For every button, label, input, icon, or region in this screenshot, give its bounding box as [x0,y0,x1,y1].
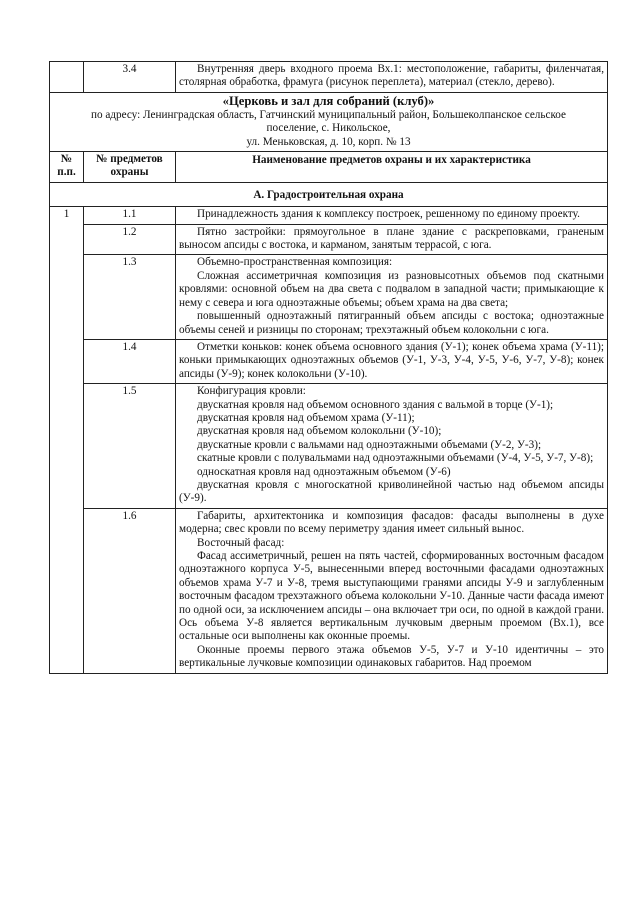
item-paragraph: Сложная ассиметричная композиция из разновысотных объемов под скатными кровлями: основной объем на два света с подвалом в западной части; примыкающие к нему с севера и юга одноэтажные объемы; объем храма на два света; [179,269,604,309]
item-text [176,224,608,255]
item-paragraph: Принадлежность здания к комплексу построек, решенному по единому проекту. [197,208,580,221]
group-number-cell [50,62,84,93]
item-paragraph: Восточный фасад: [197,536,285,549]
item-paragraph: Конфигурация кровли: [197,385,306,398]
item-paragraph: повышенный одноэтажный пятигранный объем апсиды с востока; одноэтажные объемы сеней и ризницы по сторонам; трехэтажный объем колокольни с юга. [179,310,604,336]
item-text [176,384,608,509]
item-paragraph: Пятно застройки: прямоугольное в плане здание с раскреповками, граненым выносом апсиды с востока, и карманом, занятым террасой, с юга. [179,225,604,252]
item-paragraph: двускатные кровли с вальмами над одноэтажными объемами (У-2, У-3); [197,438,542,451]
item-number: 1.4 [84,339,176,383]
table-row [50,339,608,383]
address-line-2: поселение, с. Никольское, [266,122,391,135]
header-col-name: Наименование предметов охраны и их характеристика [176,152,608,183]
table-row [50,508,608,673]
item-paragraph: односкатная кровля над одноэтажным объемом (У-6) [197,465,451,478]
item-number: 1.3 [84,255,176,339]
item-paragraph: скатные кровли с полувальмами над одноэтажными объемами (У-4, У-5, У-7, У-8); [197,452,594,465]
address-line-3: ул. Меньковская, д. 10, корп. № 13 [246,135,411,148]
item-text [176,207,608,224]
section-title: А. Градостроительная охрана [50,182,608,206]
item-number: 1.6 [84,508,176,673]
table-row [50,207,608,224]
item-paragraph: двускатная кровля над объемом основного здания с вальмой в торце (У-1); [197,398,554,411]
item-text [176,255,608,339]
item-paragraph: двускатная кровля над объемом храма (У-11); [197,411,415,424]
item-paragraph: Фасад ассиметричный, решен на пять частей, сформированных восточным фасадом одноэтажного корпуса У-5, вынесенными вперед восточными фасадами одноэтажных объемов храма У-7 и У-8, тремя выступающими гранями апсиды У-9 и заглубленным восточным фасадом трехэтажного объема колокольни У-10. Данные части фасада имеют по одной оси, за исключением апсиды – она включает три оси, по одной в каждой грани. Ось объема У-8 является вертикальным лучковым дверным проемом (Вх.1), все остальные оси выполнены как оконные проемы. [179,550,604,643]
item-text [176,62,608,93]
table-header [50,152,608,183]
item-paragraph: Внутренняя дверь входного проема Вх.1: местоположение, габариты, филенчатая, столярная обработка, фрамуга (рисунок переплета), материал (стекло, дерево). [179,63,604,89]
item-text [176,339,608,383]
protection-items-table [49,61,608,674]
item-paragraph: Отметки коньков: конек объема основного здания (У-1); конек объема храма (У-11); коньки примыкающих одноэтажных объемов (У-1, У-3, У-4, У-5, У-6, У-7, У-8); конек апсиды (У-9); конек колокольни (У-10). [179,340,604,380]
item-number: 1.1 [84,207,176,224]
header-col-number: № п.п. [50,152,84,183]
address-line-1: по адресу: Ленинградская область, Гатчинский муниципальный район, Большеколпанское сельское [90,108,567,121]
item-paragraph: Оконные проемы первого этажа объемов У-5, У-7 и У-10 идентичны – это вертикальные лучковые композиции одинаковых габаритов. Над проемом [179,643,604,670]
table-row [50,384,608,509]
item-number: 3.4 [84,62,176,93]
table-row [50,255,608,339]
group-number: 1 [50,207,84,673]
table-row [50,62,608,93]
item-number: 1.5 [84,384,176,509]
object-title: «Церковь и зал для собраний (клуб)» [222,93,435,108]
item-paragraph: двускатная кровля с многоскатной криволинейной частью над объемом апсиды (У-9). [179,478,604,505]
section-row [50,182,608,206]
table-row [50,224,608,255]
item-paragraph: Габариты, архитектоника и композиция фасадов: фасады выполнены в духе модерна; свес кровли по всему периметру здания имеет сильный вынос. [179,509,604,536]
object-title-cell [50,92,608,151]
item-paragraph: Объемно-пространственная композиция: [197,256,393,269]
document-page [49,61,607,674]
item-paragraph: двускатная кровля над объемом колокольни (У-10); [197,425,442,438]
object-title-row [50,92,608,151]
item-number: 1.2 [84,224,176,255]
item-text [176,508,608,673]
header-col-item-number: № предметов охраны [84,152,176,183]
